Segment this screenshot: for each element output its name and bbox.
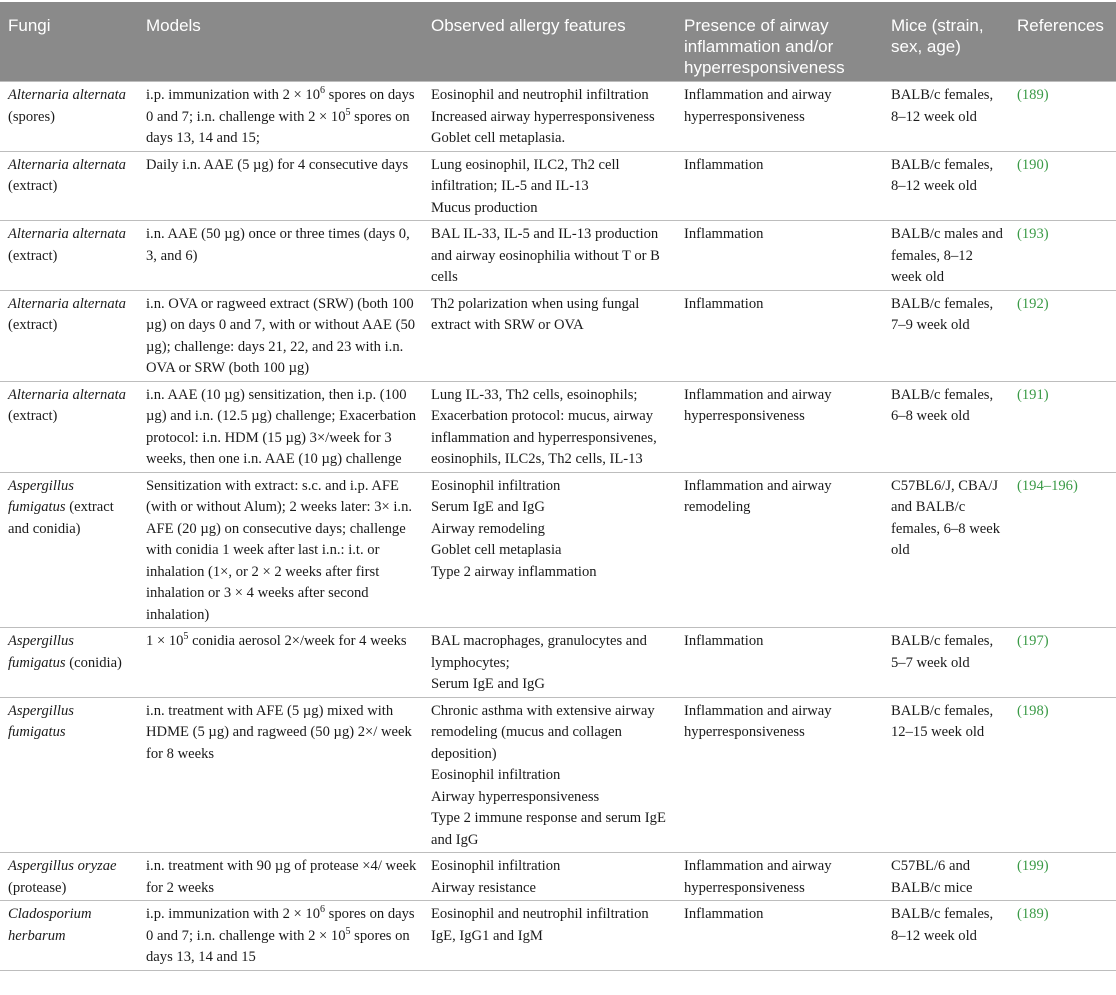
feature-line: Chronic asthma with extensive airway remodeling (mucus and collagen deposition) [431,702,655,762]
feature-line: Airway resistance [431,879,536,896]
table-row [0,221,1116,291]
cell-fungi [0,290,138,381]
cell-features [423,697,676,853]
cell-presence: Inflammation and airway hyperresponsiveness [676,82,883,152]
cell-model [138,697,423,853]
table-header [0,2,1116,82]
table-row [0,381,1116,472]
feature-line: Goblet cell metaplasia [431,542,562,558]
reference-link[interactable]: 197 [1021,633,1044,649]
feature-line: Serum IgE and IgG [431,676,545,692]
feature-line: BAL macrophages, granulocytes and lymphocytes; [431,633,647,671]
cell-mice: BALB/c females, 8–12 week old [883,901,1009,971]
model-exponent: 5 [183,631,189,642]
fungus-species: Aspergillus oryzae [8,858,117,874]
reference-paren: ( [1017,87,1022,103]
cell-mice: C57BL6/J, CBA/J and BALB/c females, 6–8 week old [883,472,1009,628]
table-row [0,290,1116,381]
fungus-species: Aspergillus fumigatus [8,477,74,515]
model-text: conidia aerosol 2×/week for 4 weeks [188,633,407,649]
model-text: i.n. OVA or ragweed extract (SRW) (both 100 µg) on days 0 and 7, with or without AAE (50 µg); challenge: days 21, 22, and 23 with i.n. OVA or SRW (both 100 µg) [146,295,416,376]
cell-fungi [0,381,138,472]
feature-line: Eosinophil and neutrophil infiltration [431,87,649,103]
cell-reference [1009,82,1116,152]
header-references: References [1009,2,1116,82]
model-exponent: 5 [345,925,351,937]
cell-presence: Inflammation [676,628,883,698]
feature-line: Type 2 airway inflammation [431,563,597,580]
header-features: Observed allergy features [423,2,676,82]
cell-features [423,290,676,381]
reference-paren: ( [1017,477,1022,494]
cell-reference [1009,697,1116,853]
model-text: i.n. AAE (50 µg) once or three times (days 0, 3, and 6) [146,226,410,264]
table-row [0,472,1116,628]
cell-fungi [0,853,138,901]
table-body [0,82,1116,971]
reference-link[interactable]: 198 [1021,702,1044,719]
header-fungi: Fungi [0,2,138,82]
cell-reference [1009,901,1116,971]
model-text: i.n. treatment with AFE (5 µg) mixed with HDME (5 µg) and ragweed (50 µg) 2×/ week for 8 weeks [146,702,412,762]
cell-fungi [0,628,138,698]
cell-model [138,82,423,152]
header-presence: Presence of airway inflammation and/or hyperresponsiveness [676,2,883,82]
cell-reference [1009,290,1116,381]
feature-line: Eosinophil infiltration [431,767,561,783]
fungus-species: Aspergillus fumigatus [8,633,74,671]
cell-fungi [0,697,138,853]
cell-presence: Inflammation [676,901,883,971]
table-row [0,697,1116,853]
cell-mice: BALB/c females, 8–12 week old [883,82,1009,152]
model-text: i.n. treatment with 90 µg of protease ×4/ week for 2 weeks [146,858,417,896]
cell-fungi [0,901,138,971]
cell-mice: BALB/c females, 12–15 week old [883,697,1009,853]
reference-paren: ( [1017,702,1022,719]
header-models: Models [138,2,423,82]
model-text: spores on days 0 and 7; i.n. challenge with 2 × 10 [146,87,415,125]
cell-presence: Inflammation and airway hyperresponsiveness [676,381,883,472]
reference-link[interactable]: 194–196 [1021,477,1073,494]
cell-model [138,472,423,628]
model-text: i.p. immunization with 2 × 10 [146,906,321,922]
cell-fungi [0,221,138,291]
model-exponent: 6 [320,904,326,915]
reference-link[interactable]: 192 [1021,295,1044,312]
reference-paren: ) [1043,633,1049,649]
cell-mice: BALB/c males and females, 8–12 week old [883,221,1009,291]
table-row [0,853,1116,901]
fungi-models-table [0,2,1116,971]
fungus-species: Alternaria alternata [8,226,126,242]
reference-link[interactable]: 199 [1021,858,1044,874]
reference-paren: ( [1017,156,1022,173]
reference-link[interactable]: 189 [1021,906,1044,922]
model-text: Sensitization with extract: s.c. and i.p. AFE (with or without Alum); 2 weeks later: 3× i.n. AFE (20 µg) on consecutive days; challenge with conidia 1 week after last i.n.: i.t. or inhalation (1×, or 2 × 2 weeks after first inhalation or 3 × 4 weeks after second inhalation) [146,477,413,623]
cell-reference [1009,628,1116,698]
cell-reference [1009,221,1116,291]
cell-model [138,381,423,472]
cell-features [423,82,676,152]
table-row [0,901,1116,971]
cell-presence: Inflammation [676,151,883,221]
cell-reference [1009,472,1116,628]
cell-presence: Inflammation and airway hyperresponsiveness [676,697,883,853]
cell-features [423,901,676,971]
fungus-form: (protease) [8,879,67,896]
model-text: Daily i.n. AAE (5 µg) for 4 consecutive days [146,156,409,173]
feature-line: Type 2 immune response and serum IgE and IgG [431,810,666,848]
reference-link[interactable]: 191 [1021,386,1044,403]
cell-reference [1009,151,1116,221]
fungus-species: Cladosporium herbarum [8,906,92,944]
model-text: 1 × 10 [146,633,184,649]
cell-model [138,901,423,971]
feature-line: Mucus production [431,199,538,216]
cell-mice: BALB/c females, 6–8 week old [883,381,1009,472]
reference-paren: ( [1017,858,1022,874]
table-row [0,151,1116,221]
reference-paren: ) [1043,386,1049,403]
fungus-form: (spores) [8,108,56,125]
cell-features [423,381,676,472]
cell-fungi [0,82,138,152]
fungus-species: Alternaria alternata [8,386,126,403]
cell-mice: BALB/c females, 7–9 week old [883,290,1009,381]
reference-paren: ( [1017,386,1022,403]
feature-line: Serum IgE and IgG [431,499,545,515]
model-text: spores on days 0 and 7; i.n. challenge with 2 × 10 [146,906,415,944]
fungus-form: (extract) [8,247,58,264]
reference-paren: ( [1017,226,1022,242]
feature-line: BAL IL-33, IL-5 and IL-13 production and airway eosinophilia without T or B cells [431,226,660,285]
header-mice: Mice (strain, sex, age) [883,2,1009,82]
cell-features [423,628,676,698]
header-row [0,2,1116,82]
cell-features [423,472,676,628]
cell-reference [1009,853,1116,901]
cell-reference [1009,381,1116,472]
cell-presence: Inflammation [676,221,883,291]
feature-line: Eosinophil infiltration [431,858,561,874]
feature-line: IgE, IgG1 and IgM [431,927,543,944]
fungus-form: (extract and conidia) [8,499,114,537]
table-row [0,628,1116,698]
cell-model [138,628,423,698]
cell-presence: Inflammation [676,290,883,381]
fungus-species: Alternaria alternata [8,156,126,173]
feature-line: Eosinophil infiltration [431,477,561,494]
reference-link[interactable]: 190 [1021,156,1044,173]
cell-fungi [0,472,138,628]
model-text: i.p. immunization with 2 × 10 [146,87,321,103]
model-text: spores on days 13, 14 and 15; [146,108,410,146]
cell-presence: Inflammation and airway remodeling [676,472,883,628]
reference-paren: ) [1043,226,1049,242]
fungus-form: (extract) [8,178,58,194]
model-text: spores on days 13, 14 and 15 [146,927,410,965]
reference-paren: ( [1017,633,1022,649]
cell-model [138,853,423,901]
fungus-species: Alternaria alternata [8,295,126,312]
reference-link[interactable]: 189 [1021,87,1044,103]
cell-model [138,290,423,381]
model-text: i.n. AAE (10 µg) sensitization, then i.p. (100 µg) and i.n. (12.5 µg) challenge; Exacerbation protocol: i.n. HDM (15 µg) 3×/week for 3 weeks, then one i.n. AAE (10 µg) challenge [146,386,417,467]
feature-line: Increased airway hyperresponsiveness Goblet cell metaplasia. [431,108,655,146]
feature-line: Lung eosinophil, ILC2, Th2 cell infiltration; IL-5 and IL-13 [431,156,620,194]
cell-mice: BALB/c females, 8–12 week old [883,151,1009,221]
feature-line: Lung IL-33, Th2 cells, esoinophils; Exacerbation protocol: mucus, airway inflammation and hyperresponsivenes, eosinophils, ILC2s, Th2 cells, IL-13 [431,386,657,467]
reference-link[interactable]: 193 [1021,226,1044,242]
model-exponent: 5 [345,106,351,118]
fungus-form: (extract) [8,317,58,333]
reference-paren: ) [1043,87,1049,103]
reference-paren: ) [1043,156,1049,173]
model-exponent: 6 [320,85,326,96]
cell-features [423,151,676,221]
cell-model [138,151,423,221]
cell-fungi [0,151,138,221]
cell-mice: C57BL/6 and BALB/c mice [883,853,1009,901]
reference-paren: ( [1017,295,1022,312]
reference-paren: ) [1043,702,1049,719]
feature-line: Eosinophil and neutrophil infiltration [431,906,649,922]
cell-presence: Inflammation and airway hyperresponsiveness [676,853,883,901]
fungus-form: (extract) [8,408,58,424]
table-row [0,82,1116,152]
cell-features [423,221,676,291]
fungus-form: (conidia) [65,654,122,671]
reference-paren: ) [1043,858,1049,874]
cell-model [138,221,423,291]
reference-paren: ) [1043,295,1049,312]
fungus-species: Aspergillus fumigatus [8,702,74,740]
reference-paren: ) [1072,477,1078,494]
feature-line: Airway hyperresponsiveness [431,788,600,805]
cell-features [423,853,676,901]
feature-line: Th2 polarization when using fungal extract with SRW or OVA [431,295,640,333]
feature-line: Airway remodeling [431,520,545,537]
reference-paren: ) [1043,906,1049,922]
reference-paren: ( [1017,906,1022,922]
fungus-species: Alternaria alternata [8,87,126,103]
cell-mice: BALB/c females, 5–7 week old [883,628,1009,698]
